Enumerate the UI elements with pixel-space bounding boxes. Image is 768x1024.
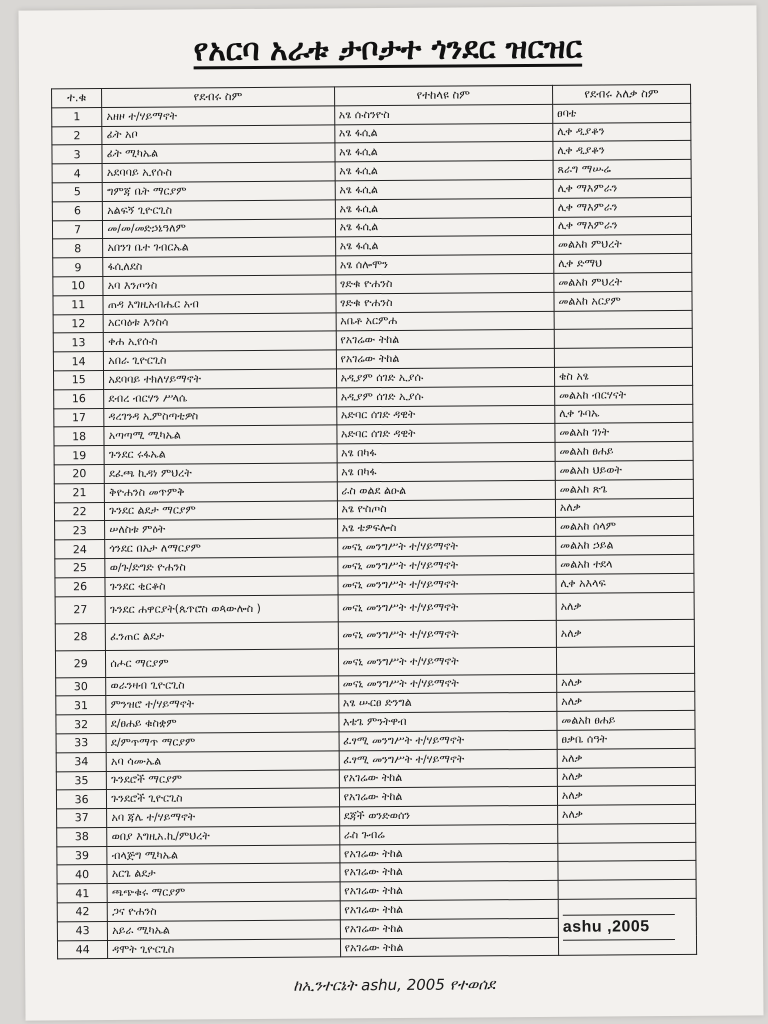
cell-number: 11 [53,295,103,314]
footer-caption: ከኢንተርኔት ashu, 2005 የተወሰደ [293,975,496,995]
cell-head-title: መልአከ ምህረት [553,235,691,255]
cell-head-title: ፀባቴ [553,103,691,123]
cell-founder-name: ፃድቁ ዮሐንስ [335,273,553,293]
cell-founder-name: መናኒ መንግሥት ተ/ሃይማኖት [337,574,555,594]
cell-number: 24 [55,540,105,559]
cell-founder-name: መናኒ መንግሥት ተ/ሃይማኖት [337,536,555,556]
cell-head-title: መልአከ አርያም [554,291,692,311]
cell-head-title: ሊቀ ማእምራን [553,197,691,217]
cell-head-title: አለቃ [557,692,695,712]
header-head-title: የደብሩ አለቃ ስም [552,84,690,104]
cell-church-name: ፈንጠር ልደታ [106,621,338,650]
cell-church-name: ጠዳ እግዚአብሔር አብ [103,294,335,314]
cell-number: 28 [55,623,105,650]
cell-number: 19 [54,446,104,465]
cell-number: 27 [55,596,105,623]
cell-church-name: ፊት ሚካኤል [102,143,334,163]
cell-founder-name: አፄ ፋሲል [335,198,553,218]
cell-church-name: አበንገ ቤተ ገብርኤል [103,237,335,257]
cell-founder-name: ፈፃሚ መንግሥት ተ/ሃይማኖት [339,730,557,750]
cell-church-name: ዳሞት ጊዮርጊስ [108,939,340,959]
cell-number: 43 [57,921,107,940]
cell-head-title: ሊቀ ማእምራን [553,216,691,236]
cell-number: 7 [52,220,102,239]
cell-church-name: ጉንደሮች ማርያም [107,769,339,789]
cell-church-name: አይራ ሚካኤል [108,920,340,940]
cell-church-name: ሰሖር ማርያም [106,648,338,677]
cell-number: 42 [57,903,107,922]
cell-church-name: ቅዮሐንስ መጥምቅ [105,482,337,502]
cell-number: 41 [57,884,107,903]
header-founder-name: የተከላዩ ስም [334,85,552,105]
cell-church-name: አዘዞ ተ/ሃይማኖት [102,106,334,126]
cell-number: 35 [56,771,106,790]
cell-church-name: ጉንደሮች ጊዮርጊስ [107,788,339,808]
cell-church-name: ቀሐ ኢየሱስ [104,331,336,351]
cell-number: 44 [57,940,107,959]
cell-church-name: ጫጭቁሩ ማርያም [107,882,339,902]
cell-head-title: ሊቀ አእላፍ [556,573,694,593]
cell-church-name: አባ እንጦንስ [103,275,335,295]
cell-founder-name: መናኒ መንግሥት ተ/ሃይማኖት [338,647,557,676]
cell-number: 21 [54,483,104,502]
cell-church-name: አርባዕቱ እንስሳ [103,312,335,332]
cell-church-name: አደባባይ ኢየሱስ [102,162,334,182]
cell-head-title: ፀቃቤ ሰዓት [557,729,695,749]
cell-church-name: ደብረ ብርሃን ሥላሴ [104,388,336,408]
cell-founder-name: አፄ ፋሲል [334,142,552,162]
signature-cell [558,898,696,955]
cell-number: 40 [57,865,107,884]
cell-church-name: ደ/ምጥማጥ ማርያም [106,732,338,752]
cell-church-name: ወ/ጉ/ድግድ ዮሐንስ [105,557,337,577]
cell-founder-name: የአገሬው ትከል [340,899,558,919]
cell-founder-name: የአገሬው ትከል [340,881,558,901]
cell-head-title: ሊቀ ማእምራን [553,178,691,198]
cell-head-title: ሊቀ ድማህ [554,254,692,274]
cell-number: 16 [54,389,104,408]
cell-founder-name: የአገሬው ትከል [340,918,558,938]
cell-founder-name: አፄ ፋሲል [335,236,553,256]
document-page [18,5,763,1020]
cell-head-title: መልአከ ፀሐይ [555,442,693,462]
cell-founder-name: የአገሬው ትከል [339,787,557,807]
cell-number: 18 [54,427,104,446]
cell-number: 14 [53,352,103,371]
cell-head-title: አለቃ [556,592,694,620]
cell-church-name: ወራንዛብ ጊዮርጊስ [106,675,338,695]
cell-founder-name: አፄ ሱስንዮስ [334,104,552,124]
cell-head-title [556,646,694,674]
cell-head-title: ሊቀ ዲያቆን [553,141,691,161]
cell-number: 6 [52,201,102,220]
cell-church-name: አበራ ጊዮርጊስ [104,350,336,370]
cell-head-title [554,329,692,349]
cell-founder-name: መናኒ መንግሥት ተ/ሃይማኖት [338,620,557,649]
signature-mark: ashu ,2005 [563,914,675,941]
cell-church-name: ብላጅግ ሚካኤል [107,845,339,865]
cell-church-name: ሠለስቱ ምዕት [105,519,337,539]
cell-founder-name: አዲያም ሰገድ ኢያሱ [336,386,554,406]
cell-number: 39 [57,846,107,865]
cell-church-name: ጉንደር ሩፋኤል [104,444,336,464]
cell-number: 17 [54,408,104,427]
cell-head-title: መልአከ ጽጌ [555,479,693,499]
cell-founder-name: አድባር ሰገድ ዳዊት [336,405,554,425]
cell-church-name: አርጌ ልደታ [107,863,339,883]
cell-head-title [558,842,696,862]
cell-head-title: መልአከ ተደላ [556,554,694,574]
cell-head-title: መልአከ ሰላም [555,517,693,537]
cell-founder-name: እቴጌ ምንትዋብ [338,711,556,731]
cell-head-title [554,348,692,368]
cell-number: 34 [56,752,106,771]
cell-church-name: ጉንደር ልደታ ማርያም [105,500,337,520]
cell-number: 12 [53,314,103,333]
cell-number: 22 [54,502,104,521]
cell-number: 10 [53,276,103,295]
cell-church-name: ደፈጫ ኪዳነ ምህረት [104,463,336,483]
cell-church-name: አልፍኝ ጊዮርጊስ [103,200,335,220]
cell-founder-name: ፈፃሚ መንግሥት ተ/ሃይማኖት [339,749,557,769]
cell-number: 15 [53,370,103,389]
cell-head-title: መልአከ ብርሃናት [555,385,693,405]
cell-number: 38 [57,827,107,846]
cell-founder-name: አፄ ፋሲል [335,161,553,181]
cell-founder-name: አድባር ሰገድ ዳዊት [336,424,554,444]
cell-founder-name: የአገሬው ትከል [340,937,558,957]
page-title: የአርባ አራቱ ታቦታተ ጎንደር ዝርዝር [193,30,583,69]
cell-number: 25 [55,558,105,577]
cell-church-name: አጣጣሚ ሚካኤል [104,425,336,445]
table-row [57,898,696,921]
cell-head-title: ሊቀ ጉባኤ [555,404,693,424]
cell-founder-name: አፄ ፋሲል [335,179,553,199]
cell-founder-name: አፄ ቴዎፍሎስ [337,518,555,538]
cell-head-title: ቄስ አፄ [554,366,692,386]
cell-head-title: መልአከ ፀሐይ [557,710,695,730]
cell-founder-name: ፃድቁ ዮሐንስ [336,292,554,312]
cell-founder-name: አፄ ፋሲል [335,217,553,237]
cell-church-name: ጉንደር ቂርቆስ [105,576,337,596]
cell-church-name: ደ/ፀሐይ ቁስቋም [106,713,338,733]
cell-number: 36 [56,790,106,809]
cell-number: 29 [55,650,105,677]
cell-head-title: አለቃ [557,673,695,693]
cell-founder-name: መናኒ መንግሥት ተ/ሃይማኖት [338,593,557,622]
cell-church-name: አደባባይ ተክለሃይማኖት [104,369,336,389]
cell-founder-name: የአገሬው ትከል [339,843,557,863]
header-church-name: የደብሩ ስም [102,87,334,107]
cell-head-title: ጸራግ ማሡሬ [553,160,691,180]
cell-head-title: አለቃ [557,804,695,824]
cell-church-name: ግምጃ ቤት ማርያም [102,181,334,201]
cell-church-name: ፋሲለደስ [103,256,335,276]
cell-founder-name: የአገሬው ትከል [340,862,558,882]
cell-church-name: አባ ጃሌ ተ/ሃይማኖት [107,807,339,827]
cell-founder-name: ደጃች ወንድወሰን [339,805,557,825]
cell-church-name: ፊት አቦ [102,124,334,144]
cell-founder-name: አዲያም ሰገድ ኢያሱ [336,367,554,387]
cell-head-title: መልአከ ህይወት [555,460,693,480]
cell-number: 37 [57,809,107,828]
cell-founder-name: የአገሬው ትከል [336,330,554,350]
cell-founder-name: ራስ ጉብሬ [339,824,557,844]
cell-head-title: አለቃ [555,498,693,518]
cell-founder-name: አፄ ሡርፀ ድንግል [338,693,556,713]
cell-number: 2 [52,126,102,145]
cell-number: 1 [52,107,102,126]
cell-head-title: መልአከ ኃይል [556,536,694,556]
cell-number: 31 [56,696,106,715]
header-number: ተ.ቁ [52,89,102,108]
cell-number: 9 [53,258,103,277]
table-body [52,103,697,959]
cell-church-name: ምንዝሮ ተ/ሃይማኖት [106,694,338,714]
cell-head-title: አለቃ [557,767,695,787]
cell-number: 20 [54,464,104,483]
cell-church-name: መ/መ/መድኃኔዓለም [103,218,335,238]
cell-number: 33 [56,733,106,752]
cell-head-title: አለቃ [556,619,694,647]
cell-head-title: መልአከ ገነት [555,423,693,443]
cell-church-name: ጎንደር በአታ ለማርያም [105,538,337,558]
cell-head-title: መልአከ ምህረት [554,272,692,292]
cell-head-title [558,823,696,843]
cell-church-name: ወበያ እግዚአ.ኪ/ምህረት [107,826,339,846]
cell-founder-name: መናኒ መንግሥት ተ/ሃይማኖት [338,674,556,694]
cell-number: 5 [52,182,102,201]
cell-founder-name: መናኒ መንግሥት ተ/ሃይማኖት [337,555,555,575]
cell-number: 13 [53,333,103,352]
cell-founder-name: አቤቶ አርምሐ [336,311,554,331]
churches-table [51,84,697,960]
cell-head-title: አለቃ [557,786,695,806]
cell-founder-name: አፄ ዮስጦስ [337,499,555,519]
cell-founder-name: የአገሬው ትከል [339,768,557,788]
cell-founder-name: የአገሬው ትከል [336,349,554,369]
cell-number: 23 [55,521,105,540]
cell-number: 32 [56,715,106,734]
cell-head-title: ሊቀ ዲያቆን [553,122,691,142]
cell-founder-name: ራስ ወልደ ልዑል [337,480,555,500]
cell-head-title [558,861,696,881]
cell-church-name: ዳረገንዳ ኢምስጣቲዎስ [104,406,336,426]
cell-church-name: አባ ሳሙኤል [106,751,338,771]
cell-head-title [554,310,692,330]
cell-founder-name: አፄ በካፋ [337,442,555,462]
cell-number: 30 [56,677,106,696]
cell-number: 26 [55,577,105,596]
cell-founder-name: አፄ በካፋ [337,461,555,481]
cell-number: 8 [53,239,103,258]
cell-number: 4 [52,164,102,183]
cell-head-title [558,880,696,900]
cell-founder-name: አፄ ሰሎሞን [335,255,553,275]
cell-founder-name: አፄ ፋሲል [334,123,552,143]
cell-head-title: አለቃ [557,748,695,768]
cell-church-name: ጉንደር ሐዋርያት(ጴጥሮስ ወጳውሎስ ) [105,594,337,623]
cell-number: 3 [52,145,102,164]
cell-church-name: ጋና ዮሐንስ [108,901,340,921]
